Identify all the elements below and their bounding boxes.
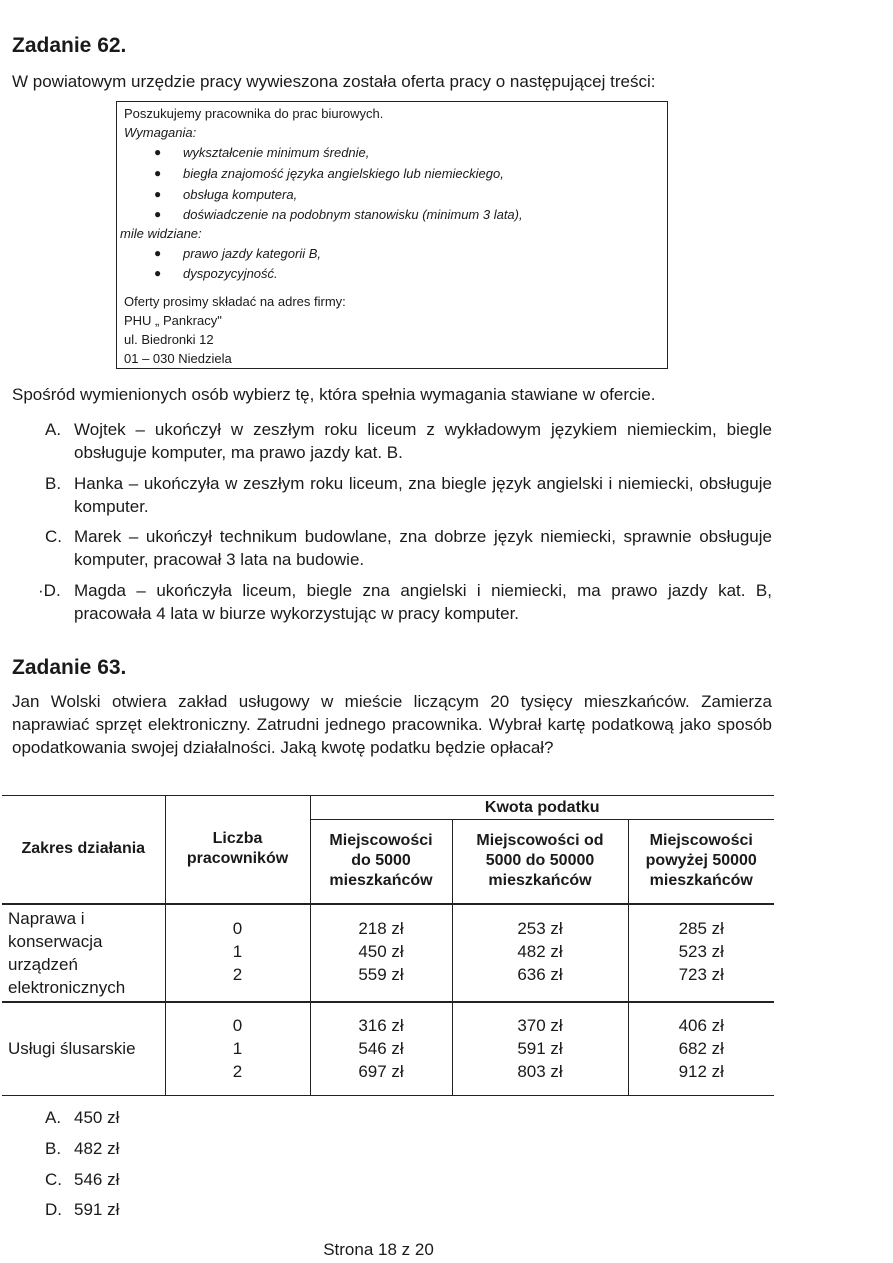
option-text: Magda – ukończyła liceum, biegle zna angielski i niemiecki, ma prawo jazdy kat. B, pracowała 4 lata w biurze wykorzystując w pracy komputer. (74, 581, 772, 623)
option-b (45, 472, 772, 518)
job-offer-notice (116, 101, 668, 369)
option-letter: ·D. (38, 581, 61, 600)
notice-address-intro: Oferty prosimy składać na adres firmy: (124, 294, 346, 309)
option-a (45, 418, 772, 464)
notice-city: 01 – 030 Niedziela (124, 351, 232, 366)
answer-b: B. 482 zł (45, 1139, 120, 1158)
col-scope-header: Zakres działania (2, 796, 165, 904)
welcome-item: ● prawo jazdy kategorii B, (154, 246, 322, 261)
notice-welcome-label: mile widziane: (120, 226, 202, 241)
option-c (45, 525, 772, 571)
col-tax-header: Kwota podatku (310, 796, 774, 820)
requirement-item: ● obsługa komputera, (154, 187, 298, 202)
tax-table (2, 795, 774, 1096)
col-b-header: Miejscowości od 5000 do 50000 mieszkańców (452, 820, 628, 904)
row-tax-b: 370 zł 591 zł 803 zł (452, 1002, 628, 1096)
col-c-header: Miejscowości powyżej 50000 mieszkańców (628, 820, 774, 904)
option-letter: C. (45, 527, 62, 546)
row-tax-a: 218 zł 450 zł 559 zł (310, 904, 452, 1002)
task63-title: Zadanie 63. (12, 656, 127, 679)
option-letter: B. (45, 474, 62, 493)
row-workers: 0 1 2 (165, 1002, 310, 1096)
col-a-header: Miejscowości do 5000 mieszkańców (310, 820, 452, 904)
answer-d: D. 591 zł (45, 1200, 120, 1219)
notice-company: PHU „ Pankracy" (124, 313, 222, 328)
task63-text: Jan Wolski otwiera zakład usługowy w mieście liczącym 20 tysięcy mieszkańców. Zamierza naprawiać sprzęt elektroniczny. Zatrudni jednego pracownika. Wybrał kartę podatkową jako sposób opodatkowania swojej działalności. Jaką kwotę podatku będzie opłacał? (12, 692, 772, 757)
task62-question: Spośród wymienionych osób wybierz tę, która spełnia wymagania stawiane w ofercie. (12, 385, 656, 404)
page-footer: Strona 18 z 20 (323, 1240, 434, 1259)
task62-title: Zadanie 62. (12, 34, 127, 57)
row-tax-a: 316 zł 546 zł 697 zł (310, 1002, 452, 1096)
option-text: Wojtek – ukończył w zeszłym roku liceum z wykładowym językiem niemieckim, biegle obsługuje komputer, ma prawo jazdy kat. B. (74, 420, 772, 462)
row-scope: Usługi ślusarskie (2, 1002, 165, 1096)
answer-a: A. 450 zł (45, 1108, 120, 1127)
requirement-item: ● doświadczenie na podobnym stanowisku (minimum 3 lata), (154, 207, 523, 222)
requirement-item: ● biegła znajomość języka angielskiego lub niemieckiego, (154, 166, 504, 181)
option-text: Hanka – ukończyła w zeszłym roku liceum, zna biegle język angielski i niemiecki, obsługuje komputer. (74, 474, 772, 516)
requirement-item: ● wykształcenie minimum średnie, (154, 145, 370, 160)
welcome-item: ● dyspozycyjność. (154, 266, 278, 281)
row-tax-b: 253 zł 482 zł 636 zł (452, 904, 628, 1002)
option-d (38, 579, 772, 625)
option-text: Marek – ukończył technikum budowlane, zna dobrze język niemiecki, sprawnie obsługuje komputer, pracował 3 lata na budowie. (74, 527, 772, 569)
row-workers: 0 1 2 (165, 904, 310, 1002)
col-workers-header: Liczba pracowników (165, 796, 310, 904)
notice-line1: Poszukujemy pracownika do prac biurowych. (124, 106, 384, 121)
notice-requirements-label: Wymagania: (124, 125, 197, 140)
row-scope: Naprawa i konserwacja urządzeń elektronicznych (2, 904, 165, 1002)
option-letter: A. (45, 420, 62, 439)
task62-intro: W powiatowym urzędzie pracy wywieszona została oferta pracy o następującej treści: (12, 72, 656, 91)
answer-c: C. 546 zł (45, 1170, 120, 1189)
row-tax-c: 285 zł 523 zł 723 zł (628, 904, 774, 1002)
notice-street: ul. Biedronki 12 (124, 332, 214, 347)
row-tax-c: 406 zł 682 zł 912 zł (628, 1002, 774, 1096)
